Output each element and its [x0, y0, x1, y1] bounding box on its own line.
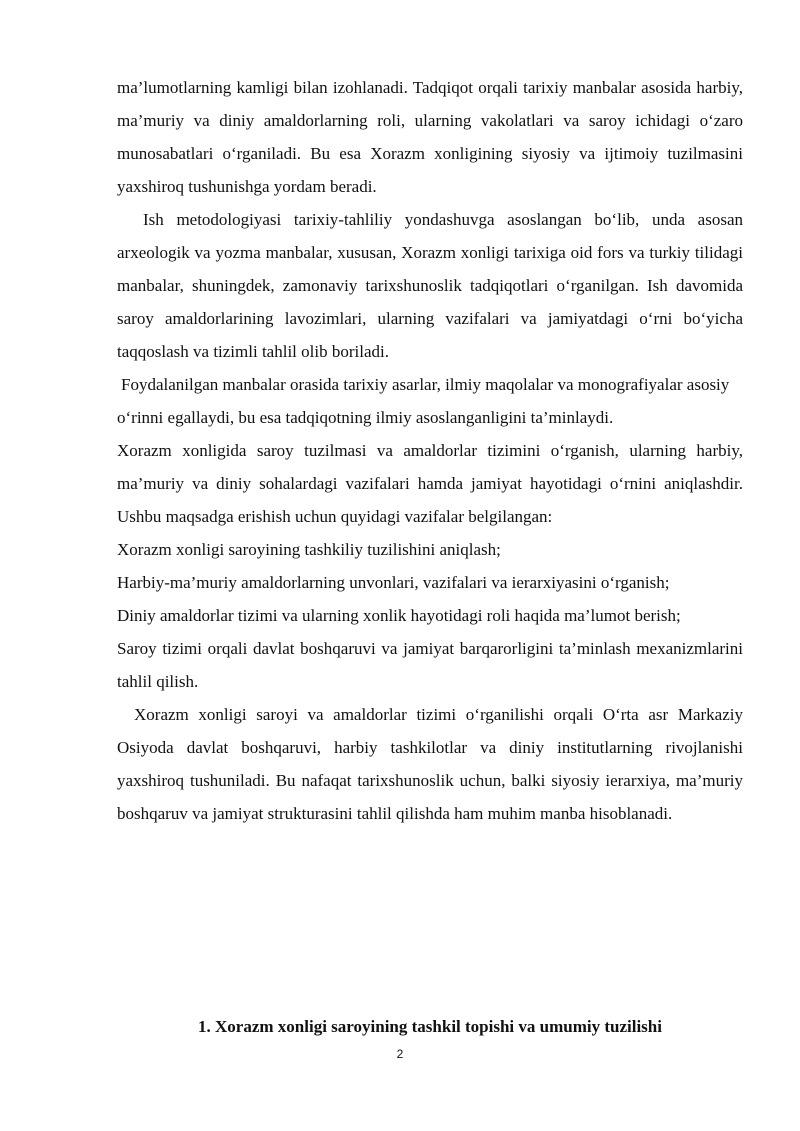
paragraph-sources: Foydalanilgan manbalar orasida tarixiy asarlar, ilmiy maqolalar va monografiyalar asosiy o‘rinni egallaydi, bu esa tadqiqotning ilmiy asoslanganligini ta’minlaydi. [117, 375, 730, 427]
paragraph-intro-continuation: ma’lumotlarning kamligi bilan izohlanadi. Tadqiqot orqali tarixiy manbalar asosida harbiy, ma’muriy va diniy amaldorlarning roli, ularning vakolatlari va saroy ichidagi o‘zaro munosabatlari o‘rganiladi. Bu esa Xorazm xonligining siyosiy va ijtimoiy tuzilmasini yaxshiroq tushunishga yordam beradi. [117, 78, 743, 196]
task-item-4: Saroy tizimi orqali davlat boshqaruvi va jamiyat barqarorligini ta’minlash mexanizmlarini tahlil qilish. [117, 639, 743, 691]
page-number: 2 [396, 1047, 404, 1061]
task-item-1: Xorazm xonligi saroyining tashkiliy tuzilishini aniqlash; [117, 540, 501, 559]
task-item-2: Harbiy-ma’muriy amaldorlarning unvonlari, vazifalari va ierarxiyasini o‘rganish; [117, 573, 670, 592]
task-item-3: Diniy amaldorlar tizimi va ularning xonlik hayotidagi roli haqida ma’lumot berish; [117, 606, 681, 625]
paragraph-methodology: Ish metodologiyasi tarixiy-tahliliy yondashuvga asoslangan bo‘lib, unda asosan arxeologik va yozma manbalar, xususan, Xorazm xonligi tarixiga oid fors va turkiy tilidagi manbalar, shuningdek, zamonaviy tarixshunoslik tadqiqotlari o‘rganilgan. Ish davomida saroy amaldorlarining lavozimlari, ularning vazifalari va jamiyatdagi o‘rni bo‘yicha taqqoslash va tizimli tahlil olib boriladi. [117, 210, 743, 361]
paragraph-significance: Xorazm xonligi saroyi va amaldorlar tizimi o‘rganilishi orqali O‘rta asr Markaziy Osiyoda davlat boshqaruvi, harbiy tashkilotlar va diniy institutlarning rivojlanishi yaxshiroq tushuniladi. Bu nafaqat tarixshunoslik uchun, balki siyosiy ierarxiya, ma’muriy boshqaruv va jamiyat strukturasini tahlil qilishda ham muhim manba hisoblanadi. [117, 705, 743, 823]
section-heading: 1. Xorazm xonligi saroyining tashkil topishi va umumiy tuzilishi [198, 1017, 662, 1036]
paragraph-goal: Xorazm xonligida saroy tuzilmasi va amaldorlar tizimini o‘rganish, ularning harbiy, ma’muriy va diniy sohalardagi vazifalari hamda jamiyat hayotidagi o‘rnini aniqlashdir. Ushbu maqsadga erishish uchun quyidagi vazifalar belgilangan: [117, 441, 743, 526]
body-text [117, 71, 743, 830]
